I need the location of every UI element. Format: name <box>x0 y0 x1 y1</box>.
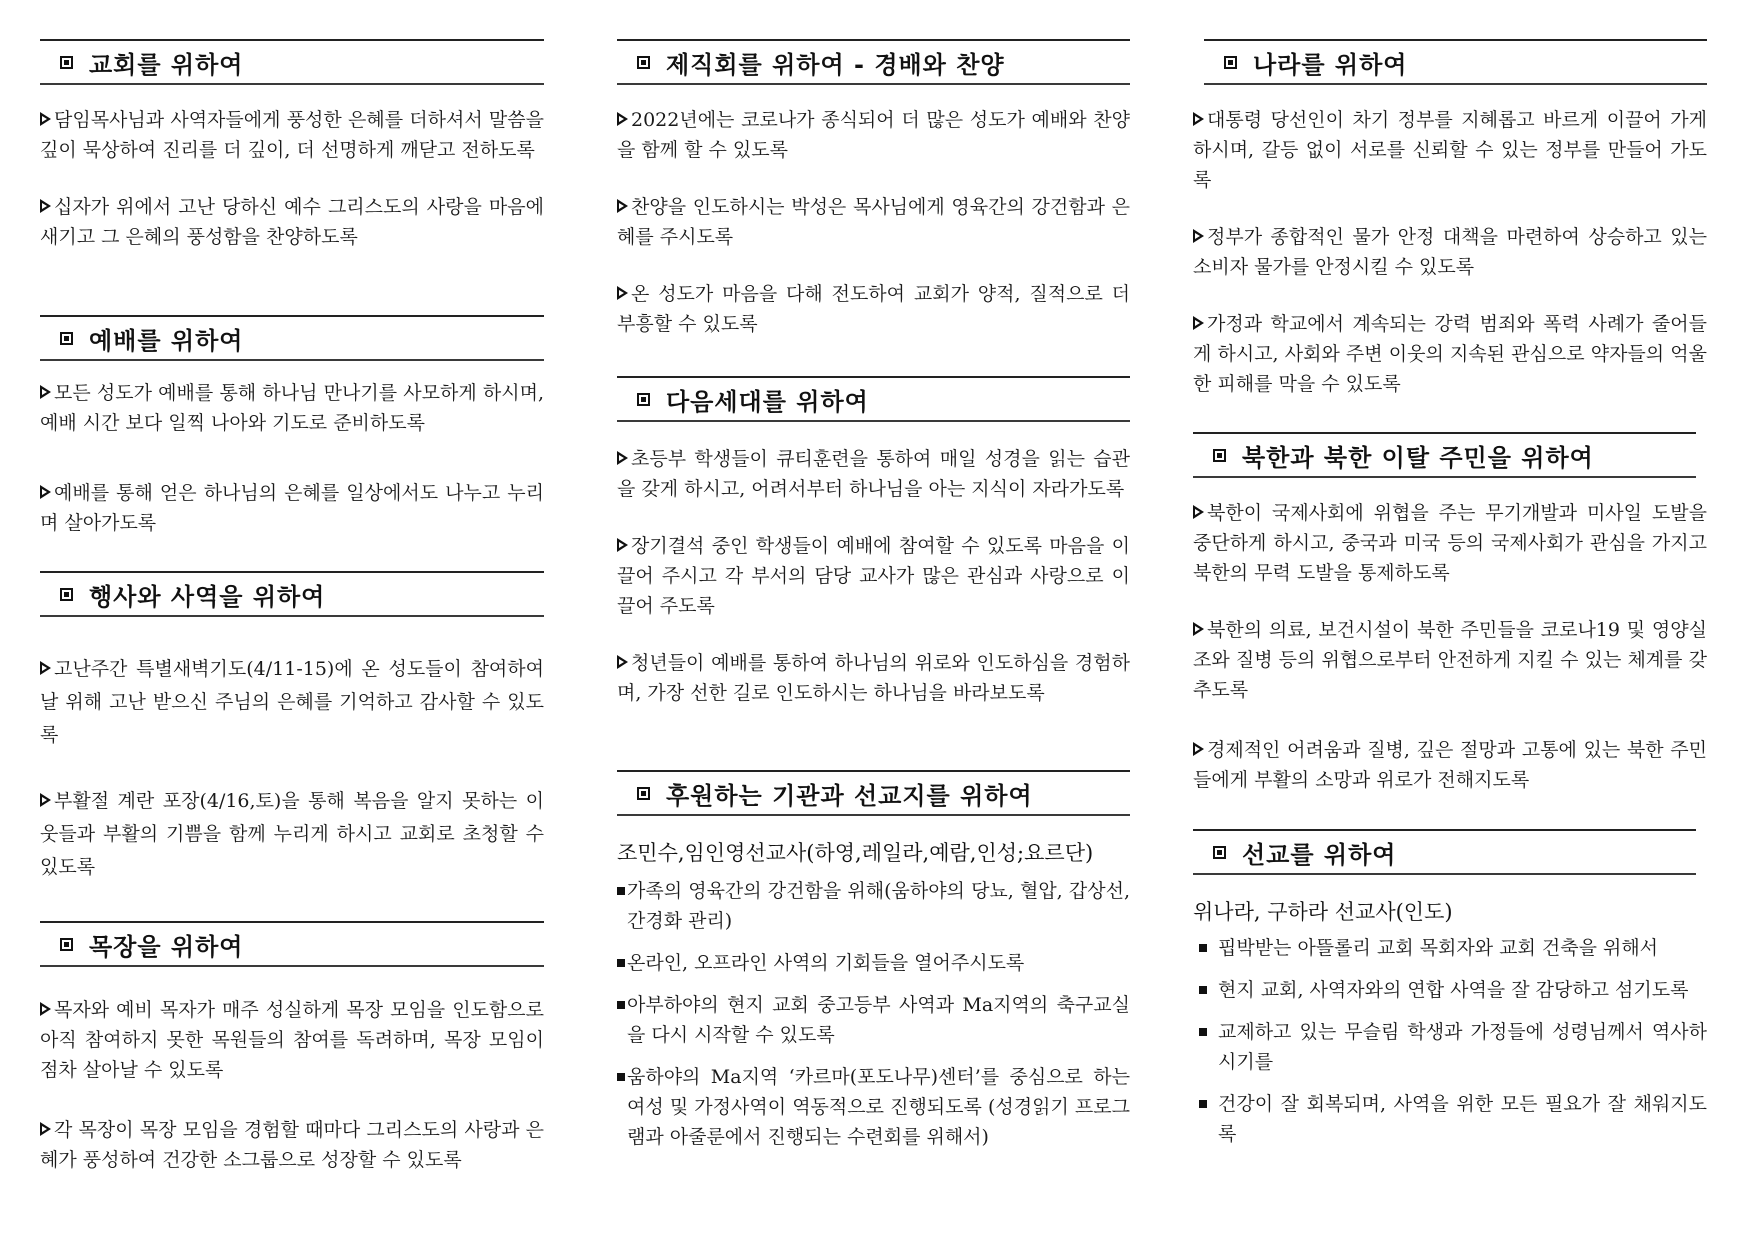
triangle-bullet-icon <box>40 385 51 399</box>
triangle-bullet-icon <box>617 538 628 552</box>
square-bullet-icon <box>637 56 650 69</box>
prayer-bullet: 움하야의 Ma지역 ‘카르마(포도나무)센터’를 중심으로 하는 여성 및 가정사역이 역동적으로 진행되도록 (성경읽기 프로그램과 아줄룬에서 진행되는 수련회를 위해서) <box>617 1062 1130 1152</box>
missionary-name: 위나라, 구하라 선교사(인도) <box>1193 900 1453 924</box>
triangle-bullet-icon <box>40 661 51 675</box>
section-title: 후원하는 기관과 선교지를 위하여 <box>666 781 1033 810</box>
prayer-item: 2022년에는 코로나가 종식되어 더 많은 성도가 예배와 찬양을 함께 할 수 있도록 <box>617 109 1130 161</box>
section-header <box>40 571 544 617</box>
section-cell-group <box>40 921 544 1175</box>
triangle-bullet-icon <box>40 112 51 126</box>
section-missions <box>1193 829 1707 1149</box>
prayer-item: 모든 성도가 예배를 통해 하나님 만나기를 사모하게 하시며, 예배 시간 보다 일찍 나아와 기도로 준비하도록 <box>40 382 544 434</box>
prayer-bullet: 아부하야의 현지 교회 중고등부 사역과 Ma지역의 축구교실을 다시 시작할 수 있도록 <box>617 990 1130 1050</box>
prayer-item: 북한의 의료, 보건시설이 북한 주민들을 코로나19 및 영양실조와 질병 등의 위협으로부터 안전하게 지킬 수 있는 체계를 갖추도록 <box>1193 619 1707 701</box>
square-bullet-icon <box>617 887 625 895</box>
section-missions-supported <box>617 770 1130 1152</box>
section-header <box>617 770 1130 816</box>
prayer-bullet: 핍박받는 아뜰롤리 교회 목회자와 교회 건축을 위해서 <box>1193 933 1707 963</box>
square-bullet-icon <box>617 959 625 967</box>
square-bullet-icon <box>617 1001 625 1009</box>
section-header <box>40 39 544 85</box>
square-bullet-icon <box>60 332 73 345</box>
section-title: 교회를 위하여 <box>89 50 244 79</box>
square-bullet-icon <box>60 938 73 951</box>
triangle-bullet-icon <box>1193 742 1204 756</box>
section-worship <box>40 315 544 538</box>
prayer-item: 청년들이 예배를 통하여 하나님의 위로와 인도하심을 경험하며, 가장 선한 길로 인도하시는 하나님을 바라보도록 <box>617 652 1130 704</box>
square-bullet-icon <box>1213 846 1226 859</box>
prayer-item: 각 목장이 목장 모임을 경험할 때마다 그리스도의 사랑과 은혜가 풍성하여 건강한 소그룹으로 성장할 수 있도록 <box>40 1119 544 1171</box>
section-church <box>40 39 544 252</box>
triangle-bullet-icon <box>1193 316 1204 330</box>
square-bullet-icon <box>1199 986 1207 994</box>
prayer-item: 부활절 계란 포장(4/16,토)을 통해 복음을 알지 못하는 이웃들과 부활의 기쁨을 함께 누리게 하시고 교회로 초청할 수 있도록 <box>40 790 544 878</box>
square-bullet-icon <box>1213 449 1226 462</box>
section-title: 제직회를 위하여 - 경배와 찬양 <box>666 50 1005 79</box>
square-bullet-icon <box>1199 1028 1207 1036</box>
prayer-bullet: 교제하고 있는 무슬림 학생과 가정들에 성령님께서 역사하시기를 <box>1193 1017 1707 1077</box>
triangle-bullet-icon <box>40 1002 51 1016</box>
prayer-bullet: 현지 교회, 사역자와의 연합 사역을 잘 감당하고 섬기도록 <box>1193 975 1707 1005</box>
section-title: 나라를 위하여 <box>1253 50 1408 79</box>
section-header <box>1204 39 1707 85</box>
triangle-bullet-icon <box>40 1122 51 1136</box>
prayer-item: 경제적인 어려움과 질병, 깊은 절망과 고통에 있는 북한 주민들에게 부활의 소망과 위로가 전해지도록 <box>1193 739 1707 791</box>
prayer-item: 장기결석 중인 학생들이 예배에 참여할 수 있도록 마음을 이끌어 주시고 각 부서의 담당 교사가 많은 관심과 사랑으로 이끌어 주도록 <box>617 535 1130 617</box>
section-header <box>1193 829 1696 875</box>
triangle-bullet-icon <box>617 199 628 213</box>
triangle-bullet-icon <box>1193 112 1204 126</box>
prayer-item: 대통령 당선인이 차기 정부를 지혜롭고 바르게 이끌어 가게 하시며, 갈등 없이 서로를 신뢰할 수 있는 정부를 만들어 가도록 <box>1193 109 1707 191</box>
triangle-bullet-icon <box>40 485 51 499</box>
square-bullet-icon <box>60 588 73 601</box>
triangle-bullet-icon <box>1193 229 1204 243</box>
section-nation <box>1204 39 1707 85</box>
prayer-bullet: 온라인, 오프라인 사역의 기회들을 열어주시도록 <box>617 948 1130 978</box>
square-bullet-icon <box>1199 944 1207 952</box>
section-nation-items <box>1193 105 1707 399</box>
triangle-bullet-icon <box>1193 505 1204 519</box>
section-header <box>40 921 544 967</box>
section-header <box>1193 432 1696 478</box>
prayer-bullet: 가족의 영육간의 강건함을 위해(움하야의 당뇨, 혈압, 갑상선, 간경화 관리) <box>617 876 1130 936</box>
prayer-item: 가정과 학교에서 계속되는 강력 범죄와 폭력 사례가 줄어들게 하시고, 사회와 주변 이웃의 지속된 관심으로 약자들의 억울한 피해를 막을 수 있도록 <box>1193 313 1707 395</box>
section-deacons <box>617 39 1130 339</box>
section-header <box>617 376 1130 422</box>
square-bullet-icon <box>637 393 650 406</box>
prayer-item: 고난주간 특별새벽기도(4/11-15)에 온 성도들이 참여하여 날 위해 고난 받으신 주님의 은혜를 기억하고 감사할 수 있도록 <box>40 658 544 746</box>
section-title: 목장을 위하여 <box>89 932 244 961</box>
section-title: 북한과 북한 이탈 주민을 위하여 <box>1242 443 1594 472</box>
triangle-bullet-icon <box>617 451 628 465</box>
triangle-bullet-icon <box>617 655 628 669</box>
prayer-item: 온 성도가 마음을 다해 전도하여 교회가 양적, 질적으로 더 부흥할 수 있도록 <box>617 283 1130 335</box>
triangle-bullet-icon <box>1193 622 1204 636</box>
prayer-item: 예배를 통해 얻은 하나님의 은혜를 일상에서도 나누고 누리며 살아가도록 <box>40 482 544 534</box>
section-header <box>40 315 544 361</box>
section-title: 다음세대를 위하여 <box>666 387 869 416</box>
triangle-bullet-icon <box>40 793 51 807</box>
section-title: 선교를 위하여 <box>1242 840 1397 869</box>
prayer-item: 담임목사님과 사역자들에게 풍성한 은혜를 더하셔서 말씀을 깊이 묵상하여 진리를 더 깊이, 더 선명하게 깨닫고 전하도록 <box>40 109 544 161</box>
prayer-item: 십자가 위에서 고난 당하신 예수 그리스도의 사랑을 마음에 새기고 그 은혜의 풍성함을 찬양하도록 <box>40 196 544 248</box>
prayer-item: 초등부 학생들이 큐티훈련을 통하여 매일 성경을 읽는 습관을 갖게 하시고, 어려서부터 하나님을 아는 지식이 자라가도록 <box>617 448 1130 500</box>
prayer-item: 찬양을 인도하시는 박성은 목사님에게 영육간의 강건함과 은혜를 주시도록 <box>617 196 1130 248</box>
section-title: 예배를 위하여 <box>89 326 244 355</box>
triangle-bullet-icon <box>617 286 628 300</box>
section-header <box>617 39 1130 85</box>
triangle-bullet-icon <box>40 199 51 213</box>
square-bullet-icon <box>637 787 650 800</box>
prayer-item: 목자와 예비 목자가 매주 성실하게 목장 모임을 인도함으로 아직 참여하지 못한 목원들의 참여를 독려하며, 목장 모임이 점차 살아날 수 있도록 <box>40 999 544 1081</box>
prayer-item: 북한이 국제사회에 위협을 주는 무기개발과 미사일 도발을 중단하게 하시고, 중국과 미국 등의 국제사회가 관심을 가지고 북한의 무력 도발을 통제하도록 <box>1193 502 1707 584</box>
prayer-item: 정부가 종합적인 물가 안정 대책을 마련하여 상승하고 있는 소비자 물가를 안정시킬 수 있도록 <box>1193 226 1707 278</box>
missionary-name: 조민수,임인영선교사(하영,레일라,예람,인성;요르단) <box>617 841 1094 865</box>
section-events <box>40 571 544 884</box>
prayer-bullet: 건강이 잘 회복되며, 사역을 위한 모든 필요가 잘 채워지도록 <box>1193 1089 1707 1149</box>
square-bullet-icon <box>617 1073 625 1081</box>
square-bullet-icon <box>1199 1100 1207 1108</box>
square-bullet-icon <box>1224 56 1237 69</box>
section-title: 행사와 사역을 위하여 <box>89 582 326 611</box>
section-north-korea <box>1193 432 1707 795</box>
section-next-generation <box>617 376 1130 708</box>
square-bullet-icon <box>60 56 73 69</box>
triangle-bullet-icon <box>617 112 628 126</box>
